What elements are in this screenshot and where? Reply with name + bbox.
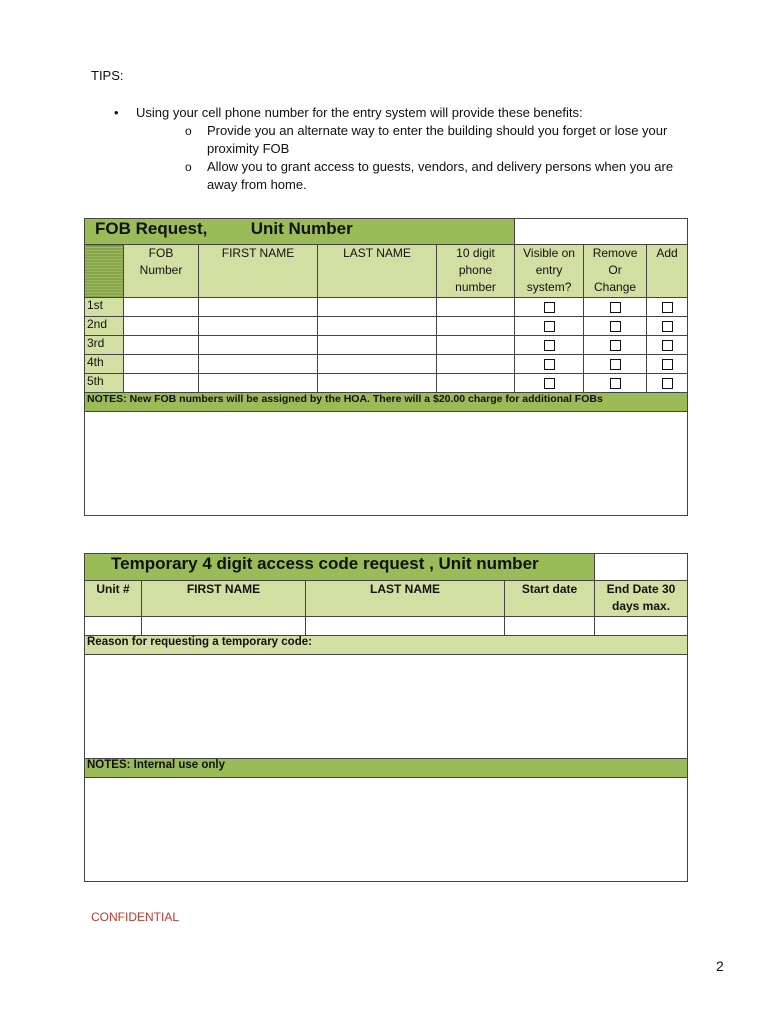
- page-number: 2: [716, 958, 724, 974]
- add-checkbox[interactable]: [662, 359, 673, 370]
- fob-row-3: [85, 336, 688, 355]
- temp-header-first-name: FIRST NAME: [142, 581, 306, 617]
- last-name-field[interactable]: [306, 617, 505, 636]
- fob-row-label: 2nd: [85, 317, 124, 336]
- fob-number-field[interactable]: [124, 298, 199, 317]
- confidential-label: CONFIDENTIAL: [91, 910, 180, 924]
- fob-title: FOB Request,: [95, 219, 208, 238]
- first-name-field[interactable]: [199, 298, 318, 317]
- visible-checkbox[interactable]: [544, 321, 555, 332]
- start-date-field[interactable]: [505, 617, 595, 636]
- fob-unit-label: Unit Number: [250, 219, 353, 238]
- fob-notes: NOTES: New FOB numbers will be assigned by the HOA. There will a $20.00 charge for additional FOBs: [85, 393, 688, 412]
- first-name-field[interactable]: [199, 336, 318, 355]
- fob-request-table: [84, 218, 688, 516]
- temp-header-last-name: LAST NAME: [306, 581, 505, 617]
- fob-header-add: Add: [647, 245, 688, 298]
- fob-row-4: [85, 355, 688, 374]
- fob-header-remove: Remove Or Change: [584, 245, 647, 298]
- remove-checkbox[interactable]: [610, 302, 621, 313]
- last-name-field[interactable]: [318, 374, 437, 393]
- temp-header-unit: Unit #: [85, 581, 142, 617]
- phone-field[interactable]: [437, 374, 515, 393]
- fob-row-5: [85, 374, 688, 393]
- fob-header-fob-number: FOB Number: [124, 245, 199, 298]
- tips-sub-item-2-text: Allow you to grant access to guests, vendors, and delivery persons when you are away from home.: [207, 159, 674, 192]
- phone-field[interactable]: [437, 298, 515, 317]
- fob-row-2: [85, 317, 688, 336]
- fob-row-label: 1st: [85, 298, 124, 317]
- fob-header-first-name: FIRST NAME: [199, 245, 318, 298]
- fob-row-label: 3rd: [85, 336, 124, 355]
- fob-title-cell: [85, 219, 515, 245]
- first-name-field[interactable]: [142, 617, 306, 636]
- add-checkbox[interactable]: [662, 378, 673, 389]
- visible-checkbox[interactable]: [544, 340, 555, 351]
- temp-entry-row: [85, 617, 688, 636]
- fob-header-last-name: LAST NAME: [318, 245, 437, 298]
- fob-row-1: [85, 298, 688, 317]
- add-checkbox[interactable]: [662, 302, 673, 313]
- visible-checkbox[interactable]: [544, 378, 555, 389]
- temp-title: Temporary 4 digit access code request , Unit number: [111, 554, 539, 573]
- first-name-field[interactable]: [199, 317, 318, 336]
- phone-field[interactable]: [437, 317, 515, 336]
- temp-reason-label: Reason for requesting a temporary code:: [85, 636, 688, 655]
- temp-header-start-date: Start date: [505, 581, 595, 617]
- remove-checkbox[interactable]: [610, 359, 621, 370]
- last-name-field[interactable]: [318, 317, 437, 336]
- temp-unit-number-field[interactable]: [595, 554, 688, 581]
- phone-field[interactable]: [437, 336, 515, 355]
- remove-checkbox[interactable]: [610, 378, 621, 389]
- fob-number-field[interactable]: [124, 336, 199, 355]
- temp-code-table: [84, 553, 688, 882]
- tips-sub-item-2: [181, 158, 690, 194]
- visible-checkbox[interactable]: [544, 302, 555, 313]
- last-name-field[interactable]: [318, 298, 437, 317]
- remove-checkbox[interactable]: [610, 340, 621, 351]
- temp-header-end-date: End Date 30 days max.: [595, 581, 688, 617]
- fob-header-blank: [85, 245, 124, 298]
- fob-unit-number-field[interactable]: [515, 219, 688, 245]
- remove-checkbox[interactable]: [610, 321, 621, 332]
- tips-sub-item-1: [181, 122, 690, 158]
- temp-title-cell: [85, 554, 595, 581]
- visible-checkbox[interactable]: [544, 359, 555, 370]
- fob-number-field[interactable]: [124, 317, 199, 336]
- end-date-field[interactable]: [595, 617, 688, 636]
- fob-number-field[interactable]: [124, 355, 199, 374]
- temp-notes-label: NOTES: Internal use only: [85, 759, 688, 778]
- tips-list: [110, 104, 690, 194]
- temp-notes-area[interactable]: [85, 778, 688, 882]
- last-name-field[interactable]: [318, 336, 437, 355]
- add-checkbox[interactable]: [662, 340, 673, 351]
- first-name-field[interactable]: [199, 355, 318, 374]
- fob-notes-area[interactable]: [85, 412, 688, 516]
- fob-row-label: 4th: [85, 355, 124, 374]
- fob-number-field[interactable]: [124, 374, 199, 393]
- temp-reason-area[interactable]: [85, 655, 688, 759]
- phone-field[interactable]: [437, 355, 515, 374]
- tips-sub-item-1-text: Provide you an alternate way to enter the building should you forget or lose your proximity FOB: [207, 123, 668, 156]
- fob-header-visible: Visible on entry system?: [515, 245, 584, 298]
- tips-bullet-text: Using your cell phone number for the entry system will provide these benefits:: [136, 105, 583, 120]
- last-name-field[interactable]: [318, 355, 437, 374]
- tips-bullet: [110, 104, 690, 194]
- fob-header-phone: 10 digit phone number: [437, 245, 515, 298]
- fob-row-label: 5th: [85, 374, 124, 393]
- first-name-field[interactable]: [199, 374, 318, 393]
- tips-title: TIPS:: [91, 68, 124, 83]
- unit-field[interactable]: [85, 617, 142, 636]
- add-checkbox[interactable]: [662, 321, 673, 332]
